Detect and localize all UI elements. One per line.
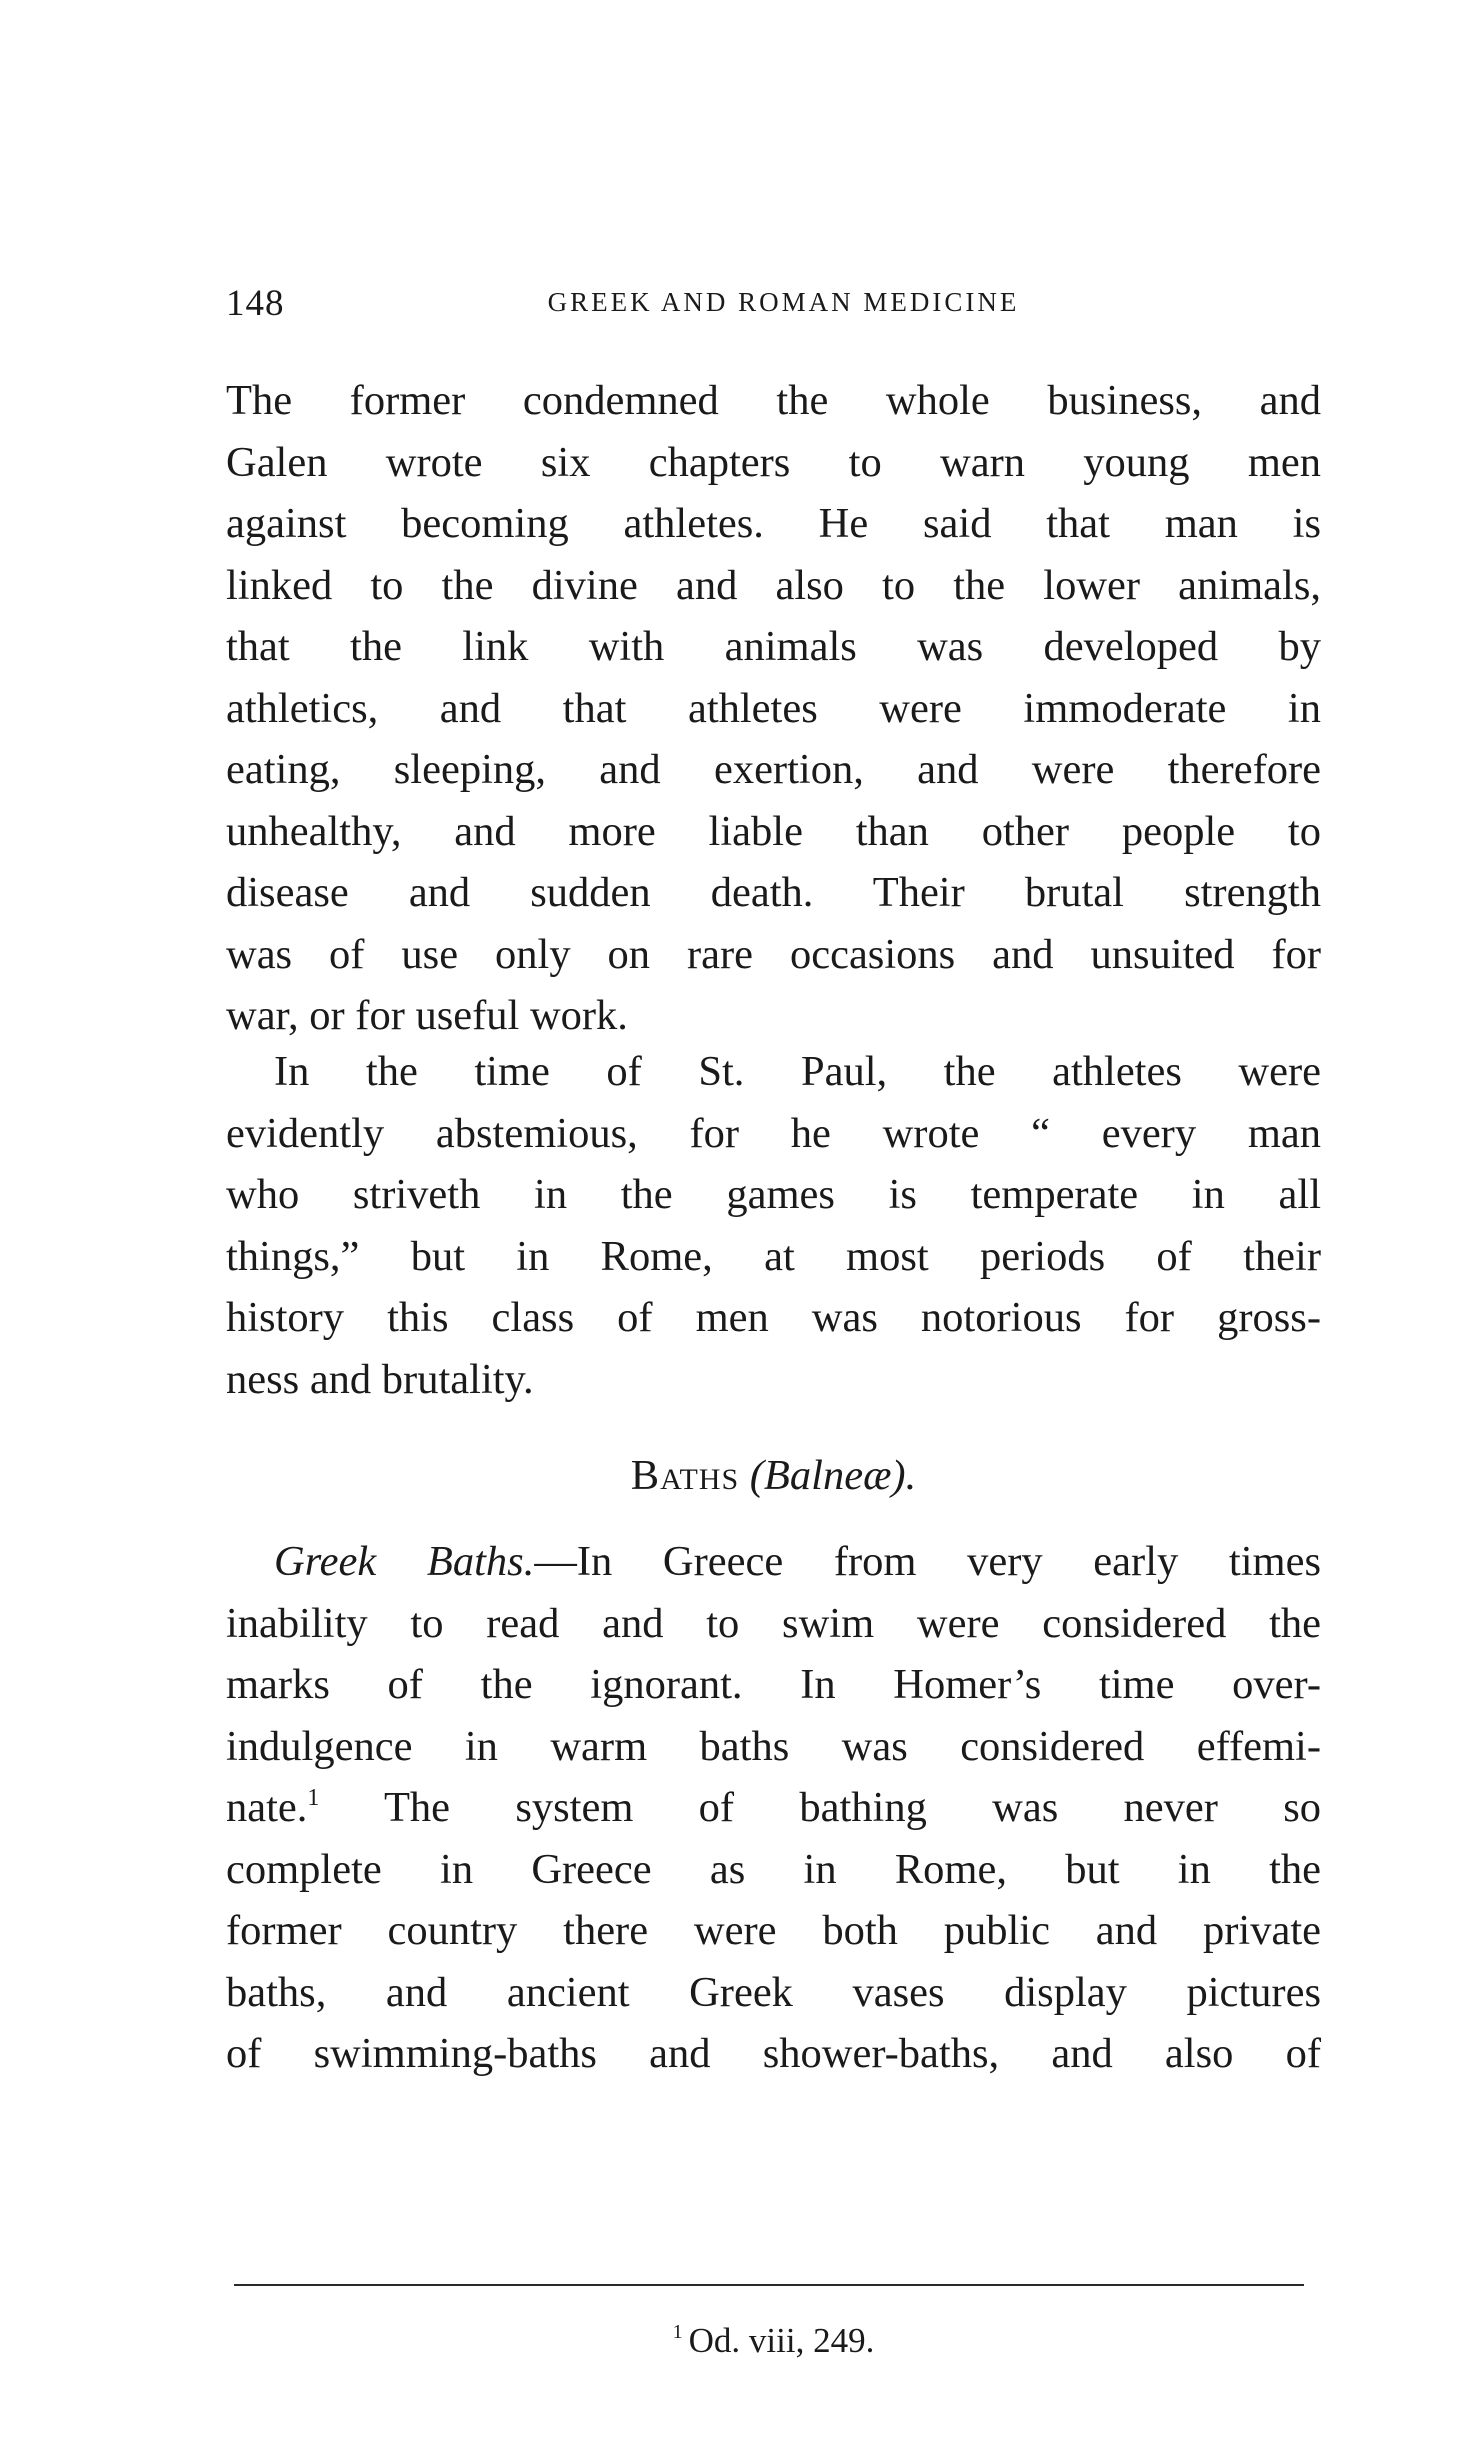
text-line: In the time of St. Paul, the athletes were: [274, 1048, 1321, 1095]
text-line: linked to the divine and also to the lower animals,: [226, 561, 1321, 609]
text-line: ness and brutality.: [226, 1355, 534, 1403]
running-title: GREEK AND ROMAN MEDICINE: [547, 287, 1020, 317]
footnote: [226, 2316, 1321, 2366]
text-line: disease and sudden death. Their brutal strength: [226, 869, 1321, 916]
text-line: athletics, and that athletes were immoderate in: [226, 684, 1321, 732]
text-line: former country there were both public and private: [226, 1907, 1321, 1954]
text-line: who striveth in the games is temperate in all: [226, 1171, 1321, 1218]
text-span: nate.: [226, 1784, 308, 1831]
text-line: was of use only on rare occasions and unsuited for: [226, 930, 1321, 978]
section-heading: [226, 1446, 1321, 1506]
text-line: [226, 1777, 1321, 1839]
page-number: 148: [226, 283, 285, 324]
text-line: of swimming-baths and shower-baths, and also of: [226, 2030, 1321, 2077]
text-span: —In Greece from very early times: [534, 1538, 1321, 1585]
paragraph-athletes: [226, 370, 1321, 1047]
paragraph-greek-baths: [226, 1531, 1321, 2085]
text-line: baths, and ancient Greek vases display pictures: [226, 1968, 1321, 2016]
text-line: things,” but in Rome, at most periods of their: [226, 1232, 1321, 1280]
text-line: against becoming athletes. He said that man is: [226, 500, 1321, 547]
text-line: unhealthy, and more liable than other people to: [226, 807, 1321, 855]
footnote-divider: [234, 2284, 1304, 2286]
text-line: that the link with animals was developed by: [226, 623, 1321, 670]
text-line: evidently abstemious, for he wrote “ every man: [226, 1109, 1321, 1157]
text-line: indulgence in warm baths was considered effemi-: [226, 1722, 1321, 1770]
footnote-marker: 1: [672, 2321, 683, 2343]
paragraph-st-paul: [226, 1041, 1321, 1410]
footnote-text: Od. viii, 249.: [688, 2321, 875, 2360]
text-line: Galen wrote six chapters to warn young men: [226, 438, 1321, 486]
section-heading-latin: (Balneæ).: [749, 1452, 917, 1499]
text-span: The system of bathing was never so: [319, 1784, 1321, 1831]
section-heading-title: Baths: [630, 1452, 740, 1499]
text-line: eating, sleeping, and exertion, and were therefore: [226, 746, 1321, 793]
text-line: [226, 1531, 1321, 1593]
text-line: complete in Greece as in Rome, but in the: [226, 1845, 1321, 1893]
lead-italic: Greek Baths.: [274, 1538, 535, 1585]
footnote-reference[interactable]: 1: [307, 1785, 320, 1811]
text-line: inability to read and to swim were considered the: [226, 1599, 1321, 1647]
text-line: marks of the ignorant. In Homer’s time over-: [226, 1661, 1321, 1708]
text-line: The former condemned the whole business, and: [226, 377, 1321, 424]
running-head: [226, 282, 1321, 332]
text-line: history this class of men was notorious for gross-: [226, 1294, 1321, 1341]
text-line: war, or for useful work.: [226, 992, 628, 1039]
